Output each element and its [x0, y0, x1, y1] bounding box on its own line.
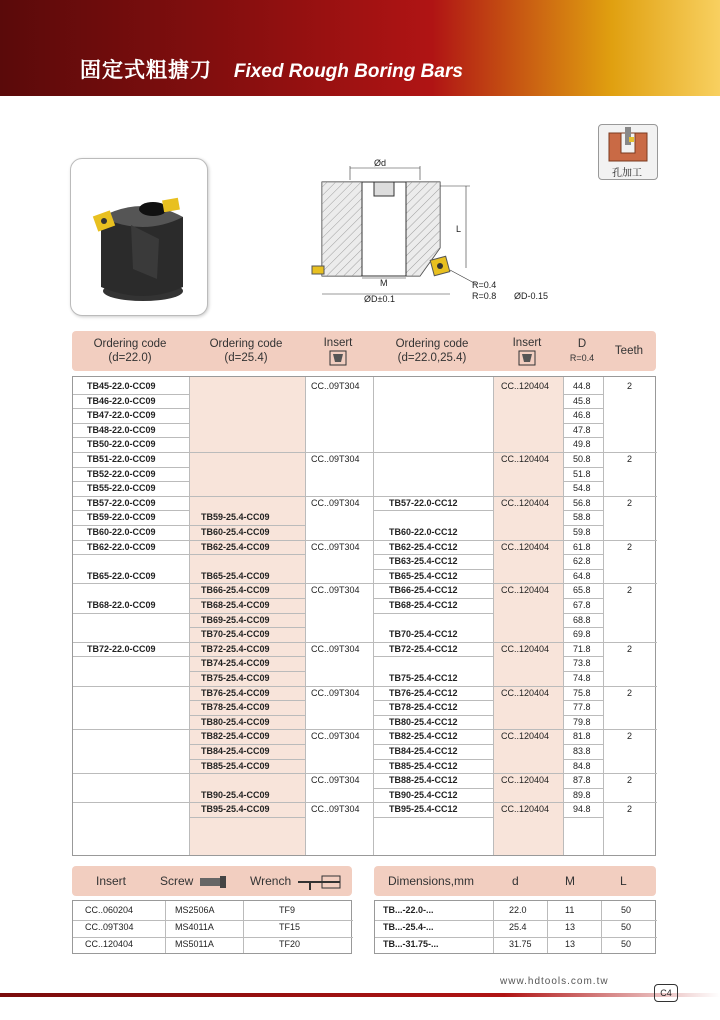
ordering-code-25: TB74-25.4-CC09: [201, 658, 270, 669]
insert-type: CC..09T304: [311, 454, 360, 464]
insert-type: CC..120404: [501, 643, 550, 654]
group-divider: [73, 729, 657, 730]
diameter-value: 47.8: [573, 424, 591, 435]
parts-header-insert: Insert: [96, 874, 127, 888]
diameter-value: 44.8: [573, 381, 591, 391]
parts-wrench: TF15: [279, 922, 301, 932]
ordering-code-25: TB78-25.4-CC09: [201, 702, 270, 713]
row-divider: [563, 481, 603, 482]
header-insert-2: Insert: [492, 331, 562, 371]
parts-insert: CC..060204: [85, 905, 134, 915]
row-divider: [189, 656, 305, 657]
diameter-value: 51.8: [573, 468, 591, 479]
parts-wrench: TF20: [279, 939, 301, 949]
row-divider: [563, 759, 603, 760]
row-divider: [563, 525, 603, 526]
dim-name: TB...-22.0-...: [383, 905, 434, 915]
diameter-value: 61.8: [573, 541, 591, 552]
insert-type: CC..120404: [501, 731, 550, 742]
header-ordering-code-both: Ordering code (d=22.0,25.4): [395, 338, 469, 364]
row-divider: [73, 408, 189, 409]
divider: [603, 377, 604, 855]
divider: [547, 901, 548, 953]
dim-header-M: M: [565, 874, 575, 888]
teeth-count: 2: [627, 731, 633, 742]
group-divider: [73, 452, 657, 453]
ordering-code-25: TB59-25.4-CC09: [201, 512, 270, 523]
ordering-code-22: TB51-22.0-CC09: [87, 454, 156, 464]
row-divider: [563, 700, 603, 701]
tolerance-label: ØD-0.15: [514, 291, 549, 301]
insert-type: CC..09T304: [311, 687, 360, 698]
ordering-code-both: TB66-25.4-CC12: [389, 585, 458, 596]
row-divider: [373, 554, 493, 555]
insert-type: CC..120404: [501, 804, 550, 815]
wrench-icon: [296, 872, 344, 892]
insert-type: CC..120404: [501, 585, 550, 596]
ordering-code-both: TB85-25.4-CC12: [389, 760, 458, 771]
teeth-count: 2: [627, 541, 633, 552]
radius-04-label: R=0.4: [472, 280, 497, 290]
parts-insert: CC..120404: [85, 939, 134, 949]
row-divider: [373, 510, 493, 511]
row-divider: [563, 671, 603, 672]
divider: [189, 377, 190, 855]
ordering-code-both: TB68-25.4-CC12: [389, 600, 458, 610]
header-teeth: Teeth: [614, 345, 644, 357]
teeth-count: 2: [627, 775, 633, 786]
row-divider: [373, 759, 493, 760]
row-divider: [563, 744, 603, 745]
ordering-code-22: TB46-22.0-CC09: [87, 395, 156, 406]
ordering-code-25: TB76-25.4-CC09: [201, 687, 270, 698]
insert-type: CC..120404: [501, 497, 550, 508]
ordering-code-both: TB88-25.4-CC12: [389, 775, 458, 786]
diameter-value: 68.8: [573, 614, 591, 625]
diameter-d-label: Ød: [374, 158, 387, 168]
insert-shape-icon: [329, 350, 347, 366]
ordering-code-both: TB65-25.4-CC12: [389, 570, 458, 581]
ordering-code-25: TB69-25.4-CC09: [201, 614, 270, 625]
row-divider: [563, 656, 603, 657]
row-divider: [563, 554, 603, 555]
m-label: M: [380, 278, 388, 288]
diameter-value: 73.8: [573, 658, 591, 669]
diameter-value: 79.8: [573, 716, 591, 727]
parts-insert: CC..09T304: [85, 922, 134, 932]
category-label: 孔加工: [612, 168, 642, 179]
row-divider: [73, 394, 189, 395]
row-divider: [373, 613, 493, 614]
insert-type: CC..09T304: [311, 643, 360, 654]
row-divider: [563, 423, 603, 424]
dim-d: 31.75: [509, 939, 532, 949]
diameter-value: 87.8: [573, 775, 591, 786]
dim-M: 13: [565, 939, 576, 949]
ordering-code-25: TB84-25.4-CC09: [201, 746, 270, 756]
row-divider: [189, 700, 305, 701]
row-divider: [189, 744, 305, 745]
website-url: www.hdtools.com.tw: [500, 976, 609, 987]
row-divider: [73, 423, 189, 424]
dim-header-d: d: [512, 874, 519, 888]
insert-type: CC..120404: [501, 381, 550, 391]
dim-header-name: Dimensions,mm: [388, 874, 475, 888]
insert-shape-icon: [518, 350, 536, 366]
parts-header-wrench: Wrench: [250, 874, 292, 888]
row-divider: [73, 937, 353, 938]
parts-table: [72, 900, 352, 954]
row-divider: [73, 437, 189, 438]
diameter-value: 84.8: [573, 760, 591, 771]
divider: [373, 377, 374, 855]
ordering-code-22: TB52-22.0-CC09: [87, 468, 156, 479]
dim-name: TB...-25.4-...: [383, 922, 434, 932]
diameter-value: 75.8: [573, 687, 591, 698]
diameter-value: 67.8: [573, 600, 591, 610]
ordering-code-25: TB66-25.4-CC09: [201, 585, 270, 596]
ordering-table-header: [72, 331, 656, 371]
screw-icon: [200, 876, 228, 888]
insert-type: CC..09T304: [311, 585, 360, 596]
diameter-value: 49.8: [573, 439, 591, 450]
ordering-table: [72, 376, 656, 856]
row-divider: [73, 920, 353, 921]
row-divider: [373, 715, 493, 716]
diameter-value: 89.8: [573, 789, 591, 800]
dim-M: 13: [565, 922, 576, 932]
diameter-value: 45.8: [573, 395, 591, 406]
diameter-value: 50.8: [573, 454, 591, 464]
group-divider: [73, 540, 657, 541]
divider: [493, 377, 494, 855]
diameter-value: 77.8: [573, 702, 591, 713]
group-divider: [73, 642, 657, 643]
ordering-code-25: TB62-25.4-CC09: [201, 541, 270, 552]
diameter-value: 65.8: [573, 585, 591, 596]
ordering-code-25: TB65-25.4-CC09: [201, 570, 270, 581]
dim-table: [374, 900, 656, 954]
group-divider: [73, 802, 657, 803]
ordering-code-22: TB59-22.0-CC09: [87, 512, 156, 523]
technical-diagram: [300, 158, 580, 308]
row-divider: [563, 613, 603, 614]
diameter-D-label: ØD±0.1: [364, 294, 395, 304]
ordering-code-25: TB70-25.4-CC09: [201, 629, 270, 640]
page-title: [80, 54, 463, 84]
row-divider: [563, 627, 603, 628]
row-divider: [375, 937, 657, 938]
insert-type: CC..09T304: [311, 731, 360, 742]
row-divider: [189, 715, 305, 716]
dim-name: TB...-31.75-...: [383, 939, 439, 949]
diameter-value: 81.8: [573, 731, 591, 742]
insert-type: CC..09T304: [311, 804, 360, 815]
header-D: D R=0.4: [569, 338, 595, 363]
row-divider: [563, 408, 603, 409]
diameter-value: 83.8: [573, 746, 591, 756]
dim-L: 50: [621, 939, 632, 949]
ordering-code-both: TB60-22.0-CC12: [389, 527, 458, 537]
teeth-count: 2: [627, 497, 633, 508]
footer-bar: [0, 993, 720, 997]
row-divider: [73, 656, 189, 657]
teeth-count: 2: [627, 643, 633, 654]
ordering-code-25: TB85-25.4-CC09: [201, 760, 270, 771]
divider: [305, 377, 306, 855]
group-divider: [73, 686, 657, 687]
dim-M: 11: [565, 905, 575, 915]
diameter-value: 94.8: [573, 804, 591, 815]
row-divider: [73, 525, 189, 526]
ordering-code-22: TB62-22.0-CC09: [87, 541, 156, 552]
row-divider: [189, 671, 305, 672]
teeth-count: 2: [627, 381, 633, 391]
header-ordering-code-25: Ordering code (d=25.4): [209, 338, 283, 364]
diameter-value: 62.8: [573, 556, 591, 567]
ordering-code-22: TB68-22.0-CC09: [87, 600, 156, 610]
product-photo: [70, 158, 208, 316]
divider: [493, 901, 494, 953]
row-divider: [373, 569, 493, 570]
parts-screw: MS2506A: [175, 905, 215, 915]
ordering-code-both: TB78-25.4-CC12: [389, 702, 458, 713]
insert-type: CC..120404: [501, 775, 550, 786]
page-number: C4: [654, 984, 678, 1002]
insert-type: CC..09T304: [311, 775, 360, 786]
row-divider: [73, 554, 189, 555]
row-divider: [189, 613, 305, 614]
title-english: Fixed Rough Boring Bars: [233, 61, 463, 82]
ordering-code-both: TB90-25.4-CC12: [389, 789, 458, 800]
parts-wrench: TF9: [279, 905, 296, 915]
ordering-code-both: TB95-25.4-CC12: [389, 804, 458, 815]
group-divider: [73, 583, 657, 584]
diameter-value: 71.8: [573, 643, 591, 654]
row-divider: [373, 788, 493, 789]
row-divider: [373, 700, 493, 701]
ordering-code-22: TB45-22.0-CC09: [87, 381, 156, 391]
ordering-code-25: TB60-25.4-CC09: [201, 527, 270, 537]
diameter-value: 46.8: [573, 410, 591, 421]
parts-screw: MS4011A: [175, 922, 214, 932]
dim-L: 50: [621, 905, 632, 915]
ordering-code-25: TB72-25.4-CC09: [201, 643, 270, 654]
diameter-value: 59.8: [573, 527, 591, 537]
dim-L: 50: [621, 922, 632, 932]
row-divider: [563, 569, 603, 570]
insert-type: CC..120404: [501, 541, 550, 552]
row-divider: [73, 510, 189, 511]
diameter-value: 69.8: [573, 629, 591, 640]
row-divider: [563, 788, 603, 789]
row-divider: [563, 817, 603, 818]
dim-header-L: L: [620, 874, 627, 888]
insert-type: CC..09T304: [311, 497, 360, 508]
parts-screw: MS5011A: [175, 939, 214, 949]
divider: [165, 901, 166, 953]
length-l-label: L: [456, 224, 462, 234]
ordering-code-25: TB82-25.4-CC09: [201, 731, 270, 742]
row-divider: [189, 598, 305, 599]
diameter-value: 64.8: [573, 570, 591, 581]
header-ordering-code-22: Ordering code (d=22.0): [93, 338, 167, 364]
ordering-code-both: TB80-25.4-CC12: [389, 716, 458, 727]
row-divider: [373, 656, 493, 657]
radius-08-label: R=0.8: [472, 291, 497, 301]
ordering-code-25: TB75-25.4-CC09: [201, 673, 270, 683]
row-divider: [563, 598, 603, 599]
insert-type: CC..120404: [501, 454, 550, 464]
diameter-value: 58.8: [573, 512, 591, 523]
row-divider: [563, 715, 603, 716]
header-insert-1: Insert: [304, 331, 372, 371]
ordering-code-22: TB72-22.0-CC09: [87, 643, 156, 654]
insert-type: CC..09T304: [311, 381, 360, 391]
row-divider: [563, 394, 603, 395]
group-divider: [73, 496, 657, 497]
row-divider: [189, 554, 305, 555]
row-divider: [73, 481, 189, 482]
ordering-code-22: TB48-22.0-CC09: [87, 424, 156, 435]
row-divider: [189, 525, 305, 526]
teeth-count: 2: [627, 585, 633, 596]
group-divider: [73, 773, 657, 774]
divider: [563, 377, 564, 855]
diameter-value: 56.8: [573, 497, 591, 508]
row-divider: [189, 759, 305, 760]
ordering-code-22: TB47-22.0-CC09: [87, 410, 156, 421]
teeth-count: 2: [627, 454, 633, 464]
ordering-code-22: TB60-22.0-CC09: [87, 527, 156, 537]
ordering-code-22: TB55-22.0-CC09: [87, 483, 156, 494]
row-divider: [73, 613, 189, 614]
insert-type: CC..120404: [501, 687, 550, 698]
ordering-code-both: TB62-25.4-CC12: [389, 541, 458, 552]
divider: [243, 901, 244, 953]
dim-d: 25.4: [509, 922, 527, 932]
row-divider: [189, 627, 305, 628]
ordering-code-both: TB70-25.4-CC12: [389, 629, 458, 640]
ordering-code-22: TB65-22.0-CC09: [87, 570, 156, 581]
row-divider: [189, 817, 305, 818]
diameter-value: 54.8: [573, 483, 591, 494]
ordering-code-22: TB50-22.0-CC09: [87, 439, 156, 450]
diameter-value: 74.8: [573, 673, 591, 683]
ordering-code-both: TB76-25.4-CC12: [389, 687, 458, 698]
ordering-code-both: TB75-25.4-CC12: [389, 673, 458, 683]
row-divider: [563, 510, 603, 511]
row-divider: [373, 598, 493, 599]
row-divider: [563, 467, 603, 468]
teeth-count: 2: [627, 804, 633, 815]
teeth-count: 2: [627, 687, 633, 698]
ordering-code-25: TB95-25.4-CC09: [201, 804, 270, 815]
ordering-code-25: TB68-25.4-CC09: [201, 600, 270, 610]
row-divider: [373, 744, 493, 745]
ordering-code-25: TB90-25.4-CC09: [201, 789, 270, 800]
insert-type: CC..09T304: [311, 541, 360, 552]
dim-d: 22.0: [509, 905, 527, 915]
ordering-code-both: TB82-25.4-CC12: [389, 731, 458, 742]
ordering-code-both: TB72-25.4-CC12: [389, 643, 458, 654]
row-divider: [73, 467, 189, 468]
ordering-code-both: TB57-22.0-CC12: [389, 497, 458, 508]
title-chinese: 固定式粗搪刀: [80, 58, 212, 82]
row-divider: [373, 817, 493, 818]
row-divider: [375, 920, 657, 921]
ordering-code-both: TB63-25.4-CC12: [389, 556, 458, 567]
divider: [601, 901, 602, 953]
parts-header-screw: Screw: [160, 874, 194, 888]
ordering-code-both: TB84-25.4-CC12: [389, 746, 458, 756]
row-divider: [563, 437, 603, 438]
ordering-code-22: TB57-22.0-CC09: [87, 497, 156, 508]
ordering-code-25: TB80-25.4-CC09: [201, 716, 270, 727]
